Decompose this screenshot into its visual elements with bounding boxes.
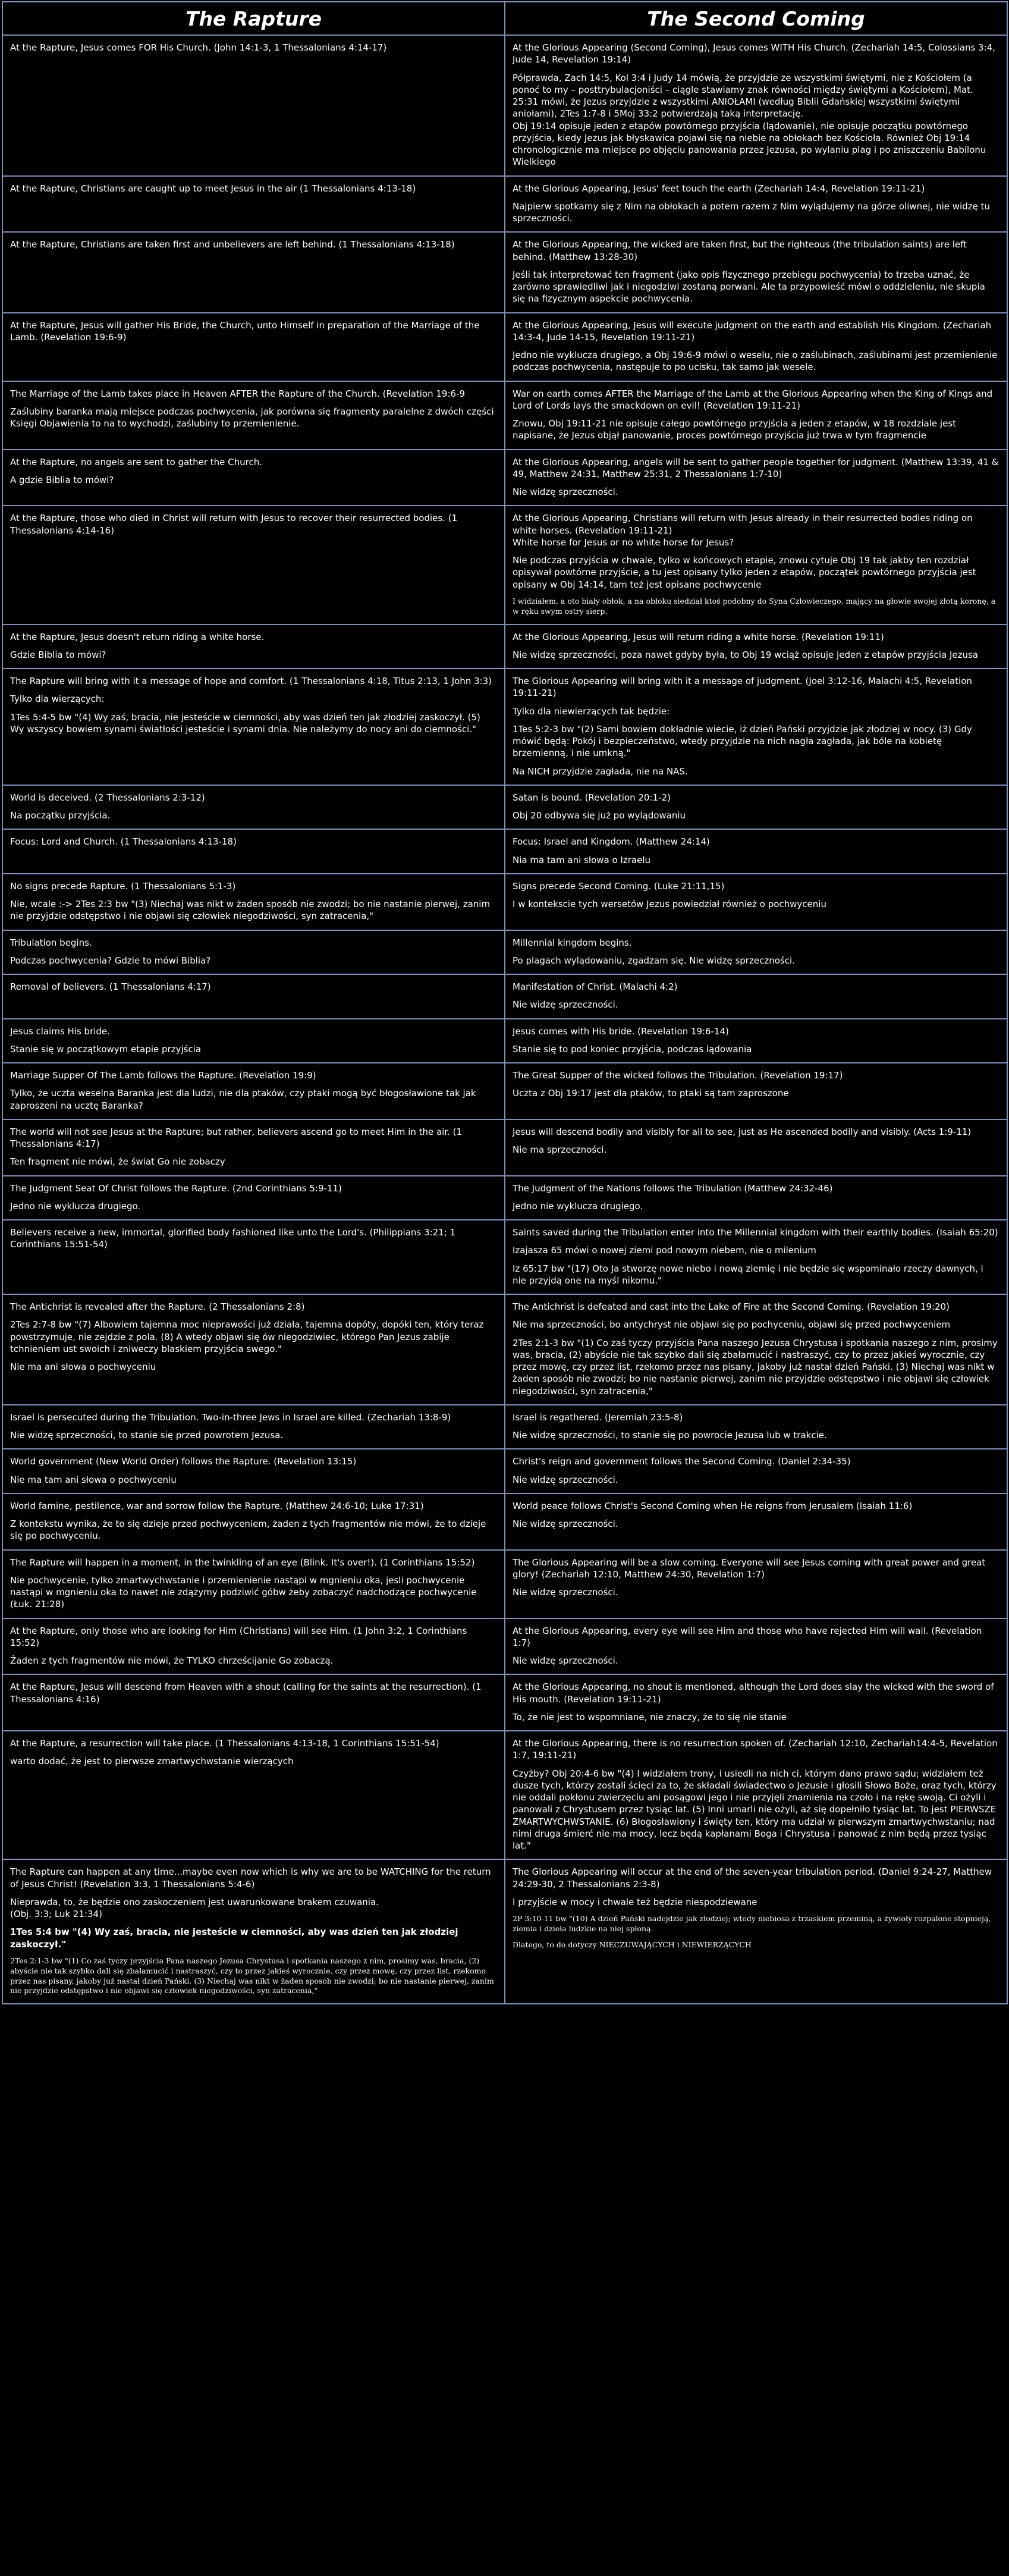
rapture-cell: [2, 669, 505, 785]
claim-text: Jesus comes with His bride. (Revelation 19:6-14): [513, 1025, 729, 1037]
comment-text: Nie ma ani słowa o pochwyceniu: [10, 1361, 156, 1372]
claim-text: Manifestation of Christ. (Malachi 4:2): [513, 981, 678, 992]
comparison-row: [2, 874, 1007, 930]
second-coming-cell: [505, 506, 1007, 624]
comment-text: Nia ma tam ani słowa o Izraelu: [513, 854, 650, 865]
rapture-cell: [2, 1618, 505, 1675]
second-coming-cell: [505, 1731, 1007, 1859]
claim-text: World famine, pestilence, war and sorrow follow the Rapture. (Matthew 24:6-10; Luke 17:31): [10, 1500, 424, 1511]
claim-text: Focus: Lord and Church. (1 Thessalonians 4:13-18): [10, 836, 237, 848]
rapture-cell: [2, 1176, 505, 1220]
comment-text: Ten fragment nie mówi, że świat Go nie zobaczy: [10, 1156, 225, 1168]
second-coming-cell: [505, 1449, 1007, 1493]
claim-text: The Glorious Appearing will bring with it a message of judgment. (Joel 3:12-16, Malachi 4:5, Revelation 19:11-21): [513, 676, 972, 699]
claim-text: Jesus claims His bride.: [10, 1025, 110, 1037]
comparison-row: [2, 1176, 1007, 1220]
rapture-cell: [2, 625, 505, 669]
comment-text: I widziałem, a oto biały obłok, a na obłoku siedział ktoś podobny do Syna Człowieczego, mający na głowie swojej złotą koronę, a w ręku swym ostry sierp.: [513, 596, 996, 616]
comment-text: Nieprawda, to, że będzie ono zaskoczeniem jest uwarunkowane brakem czuwania. (Obj. 3:3; Luk 21:34): [10, 1896, 379, 1919]
rapture-cell: [2, 1550, 505, 1618]
claim-text: Believers receive a new, immortal, glorified body fashioned like unto the Lord's. (Philippians 3:21; 1 Corinthians 15:51-54): [10, 1227, 456, 1250]
claim-text: The Antichrist is defeated and cast into the Lake of Fire at the Second Coming. (Revelation 19:20): [513, 1301, 950, 1312]
rapture-header: The Rapture: [2, 2, 505, 35]
claim-text: At the Glorious Appearing, every eye will see Him and those who have rejected Him will wail. (Revelation 1:7): [513, 1625, 982, 1648]
comment-text: Żaden z tych fragmentów nie mówi, że TYLKO chrześcijanie Go zobaczą.: [10, 1655, 334, 1666]
comment-text: Nie ma sprzeczności, bo antychryst nie objawi się po pochyceniu, objawi się przed pochwyceniem: [513, 1319, 951, 1331]
rapture-cell: [2, 1019, 505, 1063]
comment-text: Podczas pochwycenia? Gdzie to mówi Biblia?: [10, 955, 211, 966]
claim-text: At the Rapture, no angels are sent to gather the Church.: [10, 456, 263, 467]
claim-text: Removal of believers. (1 Thessalonians 4:17): [10, 981, 211, 992]
comparison-row: [2, 625, 1007, 669]
comparison-row: [2, 1220, 1007, 1294]
claim-text: The Great Supper of the wicked follows the Tribulation. (Revelation 19:17): [513, 1070, 843, 1081]
comment-text: Nie widzę sprzeczności.: [513, 1474, 618, 1485]
rapture-cell: [2, 1119, 505, 1176]
comparison-row: [2, 1063, 1007, 1119]
rapture-cell: [2, 1859, 505, 2004]
claim-text: At the Rapture, Christians are taken first and unbelievers are left behind. (1 Thessalonians 4:13-18): [10, 239, 455, 250]
claim-text: At the Rapture, Jesus doesn't return riding a white horse.: [10, 631, 265, 642]
comment-text: 2Tes 2:1-3 bw "(1) Co zaś tyczy przyjścia Pana naszego Jezusa Chrystusa i spotkania naszego z nim, prosimy was, bracia, (2) abyście nie tak szybko dali się zbałamucić i nastraszyć, czy to przez jakieś wyrocznie, czy przez mowę, czy przez list, rzekomo przez nas pisany, jakoby już nastał dzień Pański. (3) Niechaj was nikt w żaden sposób nie zwodzi; bo nie nastanie pierwej, zanim nie przyjdzie odstępstwo i nie objawi się człowiek niegodziwości, syn zatracenia,": [10, 1956, 494, 1995]
claim-text: Jesus will descend bodily and visibly for all to see, just as He ascended bodily and visibly. (Acts 1:9-11): [513, 1126, 972, 1137]
comment-text: Nie podczas przyjścia w chwale, tylko w końcowych etapie, znowu cytuje Obj 19 tak jakby ten rozdział opisywał powtórne przyjście, a tu jest opisany tylko jeden z etapów, początek powtórnego przyjścia jest opisany w Obj 14:14, tam też jest opisane pochwycenie: [513, 555, 976, 590]
comment-text: Znowu, Obj 19:11-21 nie opisuje całego powtórnego przyjścia a jeden z etapów, w 18 rozdziale jest napisane, że Jezus objął panowanie, proces powtórnego przyjścia już trwa w tym fragmencie: [513, 418, 956, 441]
second-coming-cell: [505, 930, 1007, 975]
comment-text: Nie widzę sprzeczności.: [513, 487, 618, 497]
claim-text: Marriage Supper Of The Lamb follows the Rapture. (Revelation 19:9): [10, 1070, 316, 1081]
comment-text: Dlatego, to do dotyczy NIECZUWAJĄCYCH i NIEWIERZĄCYCH: [513, 1940, 752, 1949]
comment-text: 1Tes 5:4 bw "(4) Wy zaś, bracia, nie jesteście w ciemności, aby was dzień ten jak złodziej zaskoczył.": [10, 1926, 458, 1950]
rapture-cell: [2, 506, 505, 624]
claim-text: The world will not see Jesus at the Rapture; but rather, believers ascend go to meet Him in the air. (1 Thessalonians 4:17): [10, 1126, 463, 1149]
comparison-row: [2, 232, 1007, 312]
comment-text: Tylko dla niewierzących tak będzie:: [513, 705, 670, 717]
comparison-row: [2, 1493, 1007, 1550]
claim-text: Signs precede Second Coming. (Luke 21:11,15): [513, 880, 725, 892]
second-coming-cell: [505, 1405, 1007, 1449]
claim-text: At the Glorious Appearing, Jesus will execute judgment on the earth and establish His Kingdom. (Zechariah 14:3-4, Jude 14-15, Revelation 19:11-21): [513, 319, 992, 343]
comment-text: Nie pochwycenie, tylko zmartwychwstanie i przemienienie nastąpi w mgnieniu oka, jesli pochwycenie nastąpi w mgnieniu oka to nawet nie zdążymy podziwić góbw żeby zobaczyć nadchodzące pochwycenie (Łuk. 21:28): [10, 1574, 477, 1610]
comparison-row: [2, 1119, 1007, 1176]
second-coming-cell: [505, 1674, 1007, 1731]
claim-text: No signs precede Rapture. (1 Thessalonians 5:1-3): [10, 880, 236, 892]
rapture-cell: [2, 1063, 505, 1119]
comment-text: warto dodać, że jest to pierwsze zmartwychwstanie wierzących: [10, 1756, 294, 1767]
second-coming-cell: [505, 1550, 1007, 1618]
rapture-cell: [2, 930, 505, 975]
comment-text: Nie widzę sprzeczności.: [513, 1518, 618, 1529]
claim-text: The Glorious Appearing will be a slow coming. Everyone will see Jesus coming with great power and great glory! (Zechariah 12:10, Matthew 24:30, Revelation 1:7): [513, 1557, 986, 1580]
claim-text: World peace follows Christ's Second Coming when He reigns from Jerusalem (Isaiah 11:6): [513, 1500, 913, 1511]
comparison-row: [2, 1405, 1007, 1449]
rapture-cell: [2, 974, 505, 1019]
rapture-cell: [2, 1405, 505, 1449]
rapture-cell: [2, 829, 505, 874]
comparison-row: [2, 1550, 1007, 1618]
comment-text: Nie widzę sprzeczności.: [513, 1587, 618, 1598]
comment-text: Nie widzę sprzeczności, poza nawet gdyby była, to Obj 19 wciąż opisuje jeden z etapów przyjścia Jezusa: [513, 649, 978, 660]
comment-text: Uczta z Obj 19:17 jest dla ptaków, to ptaki są tam zaproszone: [513, 1088, 789, 1099]
comment-text: Nie widzę sprzeczności, to stanie się przed powrotem Jezusa.: [10, 1430, 284, 1441]
comparison-row: [2, 829, 1007, 874]
comment-text: Półprawda, Zach 14:5, Kol 3:4 i Judy 14 mówią, że przyjdzie ze wszystkimi świętymi, nie z Kościołem (a ponoć to my – posttrybulacjoniści – ciągle stawiamy znak równości między świętymi a Kościołem), Mat. 25:31 mówi, że Jezus przyjdzie z wszystkimi ANIOŁAMI (według Biblii Gdańskiej wszystkimi świętymi aniołami), 2Tes 1:7-8 i 5Moj 33:2 potwierdzają taką interpretację. Obj 19:14 opisuje jeden z etapów powtórnego przyjścia (lądowanie), nie opisuje początku powtórnego przyjścia, kiedy Jezus jak błyskawica pojawi się na niebie na obłokach bez Kościoła. Również Obj 19:14 chronologicznie ma miejsce po objęciu panowania przez Jezusa, po wylaniu plag i po zniszczeniu Babilonu Wielkiego: [513, 72, 986, 168]
second-coming-cell: [505, 450, 1007, 506]
second-coming-cell: [505, 35, 1007, 176]
comment-text: Zaślubiny baranka mają miejsce podczas pochwycenia, jak porówna się fragmenty paralelne z dwóch części Księgi Objawienia to na to wychodzi, zaślubiny to przemienienie.: [10, 406, 494, 429]
second-coming-cell: [505, 785, 1007, 830]
comment-text: Nie ma tam ani słowa o pochwyceniu: [10, 1474, 177, 1485]
rapture-cell: [2, 381, 505, 450]
comment-text: Jedno nie wyklucza drugiego, a Obj 19:6-9 mówi o weselu, nie o zaślubinach, zaślubinami jest przemienienie podczas pochwycenia, następuje to po ucisku, tak samo jak wesele.: [513, 350, 998, 373]
comment-text: Nie widzę sprzeczności, to stanie się po powrocie Jezusa lub w trakcie.: [513, 1430, 827, 1441]
rapture-cell: [2, 232, 505, 312]
rapture-cell: [2, 35, 505, 176]
comment-text: Obj 20 odbywa się już po wylądowaniu: [513, 810, 686, 821]
rapture-cell: [2, 1294, 505, 1405]
comparison-row: [2, 974, 1007, 1019]
comment-text: Po plagach wylądowaniu, zgadzam się. Nie widzę sprzeczności.: [513, 955, 795, 966]
comparison-row: [2, 1019, 1007, 1063]
claim-text: Millennial kingdom begins.: [513, 937, 632, 948]
comparison-row: [2, 1859, 1007, 2004]
comment-text: Jedno nie wyklucza drugiego.: [10, 1200, 141, 1212]
second-coming-cell: [505, 625, 1007, 669]
second-coming-cell: [505, 1294, 1007, 1405]
claim-text: At the Rapture, Jesus comes FOR His Church. (John 14:1-3, 1 Thessalonians 4:14-17): [10, 42, 387, 53]
claim-text: The Marriage of the Lamb takes place in Heaven AFTER the Rapture of the Church. (Revelation 19:6-9: [10, 388, 466, 399]
rapture-cell: [2, 1493, 505, 1550]
claim-text: At the Glorious Appearing, Christians will return with Jesus already in their resurrected bodies riding on white horses. (Revelation 19:11-21) White horse for Jesus or no white horse for Jesus?: [513, 513, 973, 548]
comparison-row: [2, 1294, 1007, 1405]
claim-text: Saints saved during the Tribulation enter into the Millennial kingdom with their earthly bodies. (Isaiah 65:20): [513, 1227, 998, 1238]
claim-text: At the Rapture, only those who are looking for Him (Christians) will see Him. (1 John 3:2, 1 Corinthians 15:52): [10, 1625, 467, 1648]
comparison-row: [2, 176, 1007, 233]
comment-text: 2P 3:10-11 bw "(10) A dzień Pański nadejdzie jak złodziej; wtedy niebiosa z trzaskiem przeminą, a żywioły rozpalone stopnieją, ziemia i dzieła ludzkie na niej spłoną.: [513, 1914, 991, 1933]
comment-text: I przyjście w mocy i chwale też będzie niespodziewane: [513, 1896, 757, 1907]
rapture-cell: [2, 874, 505, 930]
claim-text: Christ's reign and government follows the Second Coming. (Daniel 2:34-35): [513, 1456, 851, 1467]
comparison-row: [2, 669, 1007, 785]
claim-text: At the Glorious Appearing, Jesus will return riding a white horse. (Revelation 19:11): [513, 631, 884, 642]
comment-text: 1Tes 5:2-3 bw "(2) Sami bowiem dokładnie wiecie, iż dzień Pański przyjdzie jak złodziej w nocy. (3) Gdy mówić będą: Pokój i bezpieczeństwo, wtedy przyjdzie na nich nagła zagłada, jak bóle na kobietę brzemienną, i nie umkną.": [513, 723, 972, 759]
claim-text: The Glorious Appearing will occur at the end of the seven-year tribulation period. (Daniel 9:24-27, Matthew 24:29-30, 2 Thessalonians 2:3-8): [513, 1866, 992, 1890]
second-coming-cell: [505, 176, 1007, 233]
claim-text: The Judgment of the Nations follows the Tribulation (Matthew 24:32-46): [513, 1182, 833, 1194]
rapture-cell: [2, 176, 505, 233]
comment-text: Izajasza 65 mówi o nowej ziemi pod nowym niebem, nie o milenium: [513, 1245, 816, 1256]
claim-text: At the Glorious Appearing, the wicked are taken first, but the righteous (the tribulation saints) are left behind. (Matthew 13:28-30): [513, 239, 967, 262]
claim-text: Israel is persecuted during the Tribulation. Two-in-three Jews in Israel are killed. (Zechariah 13:8-9): [10, 1411, 451, 1423]
second-coming-cell: [505, 1220, 1007, 1294]
claim-text: At the Glorious Appearing (Second Coming), Jesus comes WITH His Church. (Zechariah 14:5, Colossians 3:4, Jude 14, Revelation 19:14): [513, 42, 995, 65]
second-coming-cell: [505, 1493, 1007, 1550]
claim-text: The Rapture can happen at any time...maybe even now which is why we are to be WATCHING for the return of Jesus Christ! (Revelation 3:3, 1 Thessalonians 5:4-6): [10, 1866, 491, 1890]
claim-text: The Antichrist is revealed after the Rapture. (2 Thessalonians 2:8): [10, 1301, 305, 1312]
rapture-cell: [2, 1220, 505, 1294]
comparison-row: [2, 450, 1007, 506]
claim-text: At the Glorious Appearing, there is no resurrection spoken of. (Zechariah 12:10, Zechariah14:4-5, Revelation 1:7, 19:11-21): [513, 1738, 998, 1761]
second-coming-cell: [505, 874, 1007, 930]
comment-text: 2Tes 2:1-3 bw "(1) Co zaś tyczy przyjścia Pana naszego Jezusa Chrystusa i spotkania naszego z nim, prosimy was, bracia, (2) abyście nie tak szybko dali się zbałamucić i nastraszyć, czy to przez jakieś wyrocznie, czy przez mowę, czy przez list, rzekomo przez nas pisany, jakoby już nastał dzień Pański. (3) Niechaj was nikt w żaden sposób nie zwodzi; bo nie nastanie pierwej, zanim nie przyjdzie odstępstwo i nie objawi się człowiek niegodziwości, syn zatracenia,": [513, 1337, 998, 1397]
claim-text: The Rapture will happen in a moment, in the twinkling of an eye (Blink. It's over!). (1 Corinthians 15:52): [10, 1557, 475, 1568]
comparison-row: [2, 1731, 1007, 1859]
second-coming-cell: [505, 974, 1007, 1019]
claim-text: At the Glorious Appearing, no shout is mentioned, although the Lord does slay the wicked with the sword of His mouth. (Revelation 19:11-21): [513, 1681, 994, 1705]
claim-text: Israel is regathered. (Jeremiah 23:5-8): [513, 1411, 683, 1423]
claim-text: At the Rapture, those who died in Christ will return with Jesus to recover their resurrected bodies. (1 Thessalonians 4:14-16): [10, 513, 458, 536]
comparison-row: [2, 35, 1007, 176]
second-coming-cell: [505, 1859, 1007, 2004]
comment-text: Czyżby? Obj 20:4-6 bw "(4) I widziałem trony, i usiedli na nich ci, którym dano prawo sądu; widziałem też dusze tych, którzy zostali ścięci za to, że składali świadectwo o Jezusie i głosili Słowo Boże, oraz tych, którzy nie oddali pokłonu zwierzęciu ani posągowi jego i nie przyjęli znamienia na czoło i na rękę swoją. Ci ożyli i panowali z Chrystusem przez tysiąc lat. (5) Inni umarli nie ożyli, aż się dopełniło tysiąc lat. To jest PIERWSZE ZMARTWYCHWSTANIE. (6) Błogosławiony i święty ten, który ma udział w pierwszym zmartwychwstaniu; nad nimi druga śmierć nie ma mocy, lecz będą kapłanami Boga i Chrystusa i panować z nim będą przez tysiąc lat.": [513, 1768, 997, 1851]
claim-text: At the Rapture, Jesus will descend from Heaven with a shout (calling for the saints at the resurrection). (1 Thessalonians 4:16): [10, 1681, 482, 1705]
comment-text: Nie, wcale :-> 2Tes 2:3 bw "(3) Niechaj was nikt w żaden sposób nie zwodzi; bo nie nastanie pierwej, zanim nie przyjdzie odstępstwo i nie objawi się człowiek niegodziwości, syn zatracenia,": [10, 899, 491, 922]
second-coming-cell: [505, 1618, 1007, 1675]
second-coming-cell: [505, 1063, 1007, 1119]
comment-text: Stanie się to pod koniec przyjścia, podczas lądowania: [513, 1043, 752, 1055]
claim-text: World is deceived. (2 Thessalonians 2:3-12): [10, 792, 205, 803]
claim-text: Focus: Israel and Kingdom. (Matthew 24:14): [513, 836, 710, 848]
comment-text: Iz 65:17 bw "(17) Oto Ja stworzę nowe niebo i nową ziemię i nie będzie się wspominało rzeczy dawnych, i nie przyjdą one na myśl nikomu.": [513, 1263, 983, 1286]
comparison-row: [2, 1618, 1007, 1675]
claim-text: At the Glorious Appearing, angels will be sent to gather people together for judgment. (Matthew 13:39, 41 & 49, Matthew 24:31, Matthew 25:31, 2 Thessalonians 1:7-10): [513, 456, 999, 479]
second-coming-cell: [505, 1019, 1007, 1063]
claim-text: The Judgment Seat Of Christ follows the Rapture. (2nd Corinthians 5:9-11): [10, 1182, 342, 1194]
second-coming-cell: [505, 669, 1007, 785]
comment-text: 1Tes 5:4-5 bw "(4) Wy zaś, bracia, nie jesteście w ciemności, aby was dzień ten jak złodziej zaskoczył. (5) Wy wszyscy bowiem synami światłości jesteście i synami dnia. Nie należymy do nocy ani do ciemności.": [10, 711, 480, 735]
comment-text: Na NICH przyjdzie zagłada, nie na NAS.: [513, 765, 688, 777]
second-coming-cell: [505, 1176, 1007, 1220]
comment-text: Jedno nie wyklucza drugiego.: [513, 1200, 643, 1212]
claim-text: Tribulation begins.: [10, 937, 92, 948]
comment-text: Najpierw spotkamy się z Nim na obłokach a potem razem z Nim wylądujemy na górze oliwnej, nie widzę tu sprzeczności.: [513, 200, 990, 224]
comparison-table: [2, 1, 1008, 2004]
second-coming-cell: [505, 829, 1007, 874]
comparison-row: [2, 785, 1007, 830]
claim-text: The Rapture will bring with it a message of hope and comfort. (1 Thessalonians 4:18, Titus 2:13, 1 John 3:3): [10, 676, 492, 686]
comment-text: Nie widzę sprzeczności.: [513, 999, 618, 1011]
comparison-row: [2, 381, 1007, 450]
comparison-row: [2, 1449, 1007, 1493]
comparison-row: [2, 1674, 1007, 1731]
comment-text: Nie ma sprzeczności.: [513, 1144, 607, 1155]
rapture-cell: [2, 1674, 505, 1731]
claim-text: At the Glorious Appearing, Jesus' feet touch the earth (Zechariah 14:4, Revelation 19:11-21): [513, 183, 925, 194]
rapture-cell: [2, 313, 505, 381]
comment-text: Jeśli tak interpretować ten fragment (jako opis fizycznego przebiegu pochwycenia) to trzeba uznać, że zarówno sprawiedliwi jak i niegodziwi zostaną porwani. Ale ta przypowieść mówi o oddzieleniu, nie skupia się na fizycznym aspekcie pochwycenia.: [513, 269, 985, 305]
second-coming-cell: [505, 313, 1007, 381]
header-row: [2, 2, 1007, 35]
comment-text: Z kontekstu wynika, że to się dzieje przed pochwyceniem, żaden z tych fragmentów nie mówi, że to dzieje się po pochwyceniu.: [10, 1518, 486, 1542]
claim-text: World government (New World Order) follows the Rapture. (Revelation 13:15): [10, 1456, 357, 1467]
comment-text: Gdzie Biblia to mówi?: [10, 649, 106, 660]
comment-text: Nie widzę sprzeczności.: [513, 1655, 618, 1666]
rapture-cell: [2, 1731, 505, 1859]
second-coming-header: The Second Coming: [505, 2, 1007, 35]
claim-text: Satan is bound. (Revelation 20:1-2): [513, 792, 671, 803]
comment-text: A gdzie Biblia to mówi?: [10, 474, 114, 485]
claim-text: War on earth comes AFTER the Marriage of the Lamb at the Glorious Appearing when the King of Kings and Lord of Lords lays the smackdown on evil! (Revelation 19:11-21): [513, 388, 993, 411]
comparison-row: [2, 930, 1007, 975]
rapture-cell: [2, 785, 505, 830]
claim-text: At the Rapture, Christians are caught up to meet Jesus in the air (1 Thessalonians 4:13-18): [10, 183, 416, 194]
comment-text: Tylko dla wierzących:: [10, 694, 105, 705]
claim-text: At the Rapture, Jesus will gather His Bride, the Church, unto Himself in preparation of the Marriage of the Lamb. (Revelation 19:6-9): [10, 319, 480, 343]
second-coming-cell: [505, 381, 1007, 450]
comment-text: Na początku przyjścia.: [10, 810, 111, 821]
comment-text: To, że nie jest to wspomniane, nie znaczy, że to się nie stanie: [513, 1711, 787, 1722]
comment-text: I w kontekscie tych wersetów Jezus powiedział również o pochwyceniu: [513, 899, 826, 909]
comment-text: 2Tes 2:7-8 bw "(7) Albowiem tajemna moc nieprawości już działa, tajemna dopóty, dopóki ten, który teraz powstrzymuje, nie zejdzie z pola. (8) A wtedy objawi się ów niegodziwiec, którego Pan Jezus zabije tchnieniem ust swoich i zniweczy blaskiem przyjścia swego.": [10, 1319, 484, 1354]
comparison-row: [2, 506, 1007, 624]
second-coming-cell: [505, 232, 1007, 312]
comment-text: Tylko, że uczta weselna Baranka jest dla ludzi, nie dla ptaków, czy ptaki mogą być błogosławione tak jak zaproszeni na ucztę Baranka?: [10, 1088, 476, 1111]
second-coming-cell: [505, 1119, 1007, 1176]
rapture-cell: [2, 450, 505, 506]
claim-text: At the Rapture, a resurrection will take place. (1 Thessalonians 4:13-18, 1 Corinthians 15:51-54): [10, 1738, 439, 1749]
rapture-cell: [2, 1449, 505, 1493]
comment-text: Stanie się w początkowym etapie przyjścia: [10, 1043, 202, 1055]
comparison-row: [2, 313, 1007, 381]
